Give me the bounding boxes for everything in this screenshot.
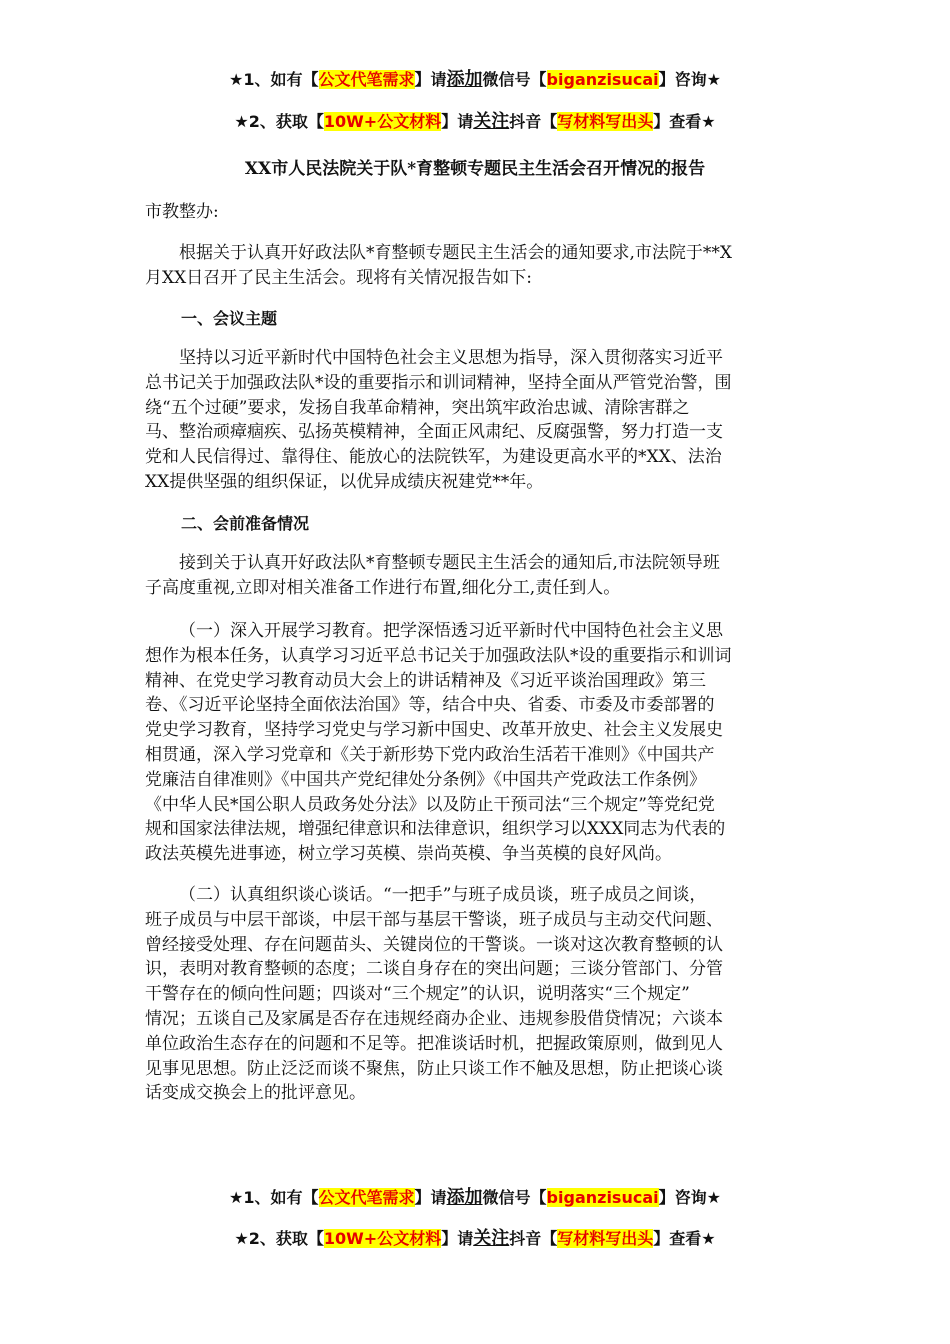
promo-banner-line-1 xyxy=(0,68,950,92)
paragraph-line: 马、整治顽瘴痼疾、弘扬英模精神，全面正风肃纪、反腐强警，努力打造一支 xyxy=(145,422,723,443)
paragraph-line: 单位政治生态存在的问题和不足等。把准谈话时机，把握政策原则，做到见人 xyxy=(145,1033,723,1054)
paragraph-line: 政法英模先进事迹，树立学习英模、崇尚英模、争当英模的良好风尚。 xyxy=(145,844,672,865)
wechat-id: biganzisucai xyxy=(546,1188,659,1207)
underlined-text: 添加 xyxy=(446,69,483,90)
paragraph-line: 月XX日召开了民主生活会。现将有关情况报告如下: xyxy=(145,267,532,288)
paragraph-line: 曾经接受处理、存在问题苗头、关键岗位的干警谈。一谈对这次教育整顿的认 xyxy=(145,934,723,955)
section-1-paragraph xyxy=(145,346,807,495)
banner-text: 】请 xyxy=(441,1229,474,1248)
paragraph-line: XX提供坚强的组织保证，以优异成绩庆祝建党**年。 xyxy=(145,471,544,492)
paragraph-line: 情况；五谈自己及家属是否存在违规经商办企业、违规参股借贷情况；六谈本 xyxy=(145,1008,723,1029)
paragraph-line: 总书记关于加强政法队*设的重要指示和训词精神，坚持全面从严管党治警，围 xyxy=(145,372,732,393)
banner-text: 】咨询★ xyxy=(658,1188,721,1207)
paragraph-line: 相贯通，深入学习党章和《关于新形势下党内政治生活若干准则》《中国共产 xyxy=(145,744,715,765)
promo-banner-line-1-bottom xyxy=(0,1186,950,1210)
document-title: XX市人民法院关于队*育整顿专题民主生活会召开情况的报告 xyxy=(244,159,706,179)
paragraph-line: 卷、《习近平论坚持全面依法治国》等，结合中央、省委、市委及市委部署的 xyxy=(145,695,715,716)
paragraph-line: 班子成员与中层干部谈，中层干部与基层干警谈，班子成员与主动交代问题、 xyxy=(145,909,723,930)
highlight-text: 10W+公文材料 xyxy=(323,112,442,131)
item-2-paragraph xyxy=(145,883,807,1106)
paragraph-line: 识，表明对教育整顿的态度；二谈自身存在的突出问题；三谈分管部门、分管 xyxy=(145,959,723,980)
banner-text: 】查看★ xyxy=(653,112,716,131)
paragraph-line: 子高度重视,立即对相关准备工作进行布置,细化分工,责任到人。 xyxy=(145,577,621,598)
underlined-text: 关注 xyxy=(473,111,510,132)
paragraph-line: （二）认真组织谈心谈话。“一把手”与班子成员谈，班子成员之间谈， xyxy=(179,885,707,905)
paragraph-line: 见事见思想。防止泛泛而谈不聚焦，防止只谈工作不触及思想，防止把谈心谈 xyxy=(145,1058,723,1079)
intro-paragraph xyxy=(145,241,807,291)
section-2-intro-paragraph xyxy=(145,551,807,601)
douyin-account: 写材料写出头 xyxy=(557,1229,654,1248)
paragraph-line: 话变成交换会上的批评意见。 xyxy=(145,1083,366,1104)
item-1-paragraph xyxy=(145,619,807,867)
paragraph-line: 根据关于认真开好政法队*育整顿专题民主生活会的通知要求,市法院于**X xyxy=(179,243,733,263)
promo-banner-line-2 xyxy=(0,110,950,134)
banner-text: ★1、如有【 xyxy=(229,70,319,89)
highlight-text: 10W+公文材料 xyxy=(323,1229,442,1248)
addressee: 市教整办: xyxy=(145,202,219,222)
paragraph-line: 规和国家法律法规，增强纪律意识和法律意识，组织学习以XXX同志为代表的 xyxy=(145,819,726,840)
paragraph-line: 党和人民信得过、靠得住、能放心的法院铁军，为建设更高水平的*XX、法治 xyxy=(145,447,722,468)
section-heading-1: 一、会议主题 xyxy=(181,309,278,328)
banner-text: ★2、获取【 xyxy=(234,1229,324,1248)
paragraph-line: （一）深入开展学习教育。把学深悟透习近平新时代中国特色社会主义思 xyxy=(179,621,723,641)
paragraph-line: 坚持以习近平新时代中国特色社会主义思想为指导，深入贯彻落实习近平 xyxy=(179,348,723,368)
section-heading-2: 二、会前准备情况 xyxy=(181,514,310,533)
underlined-text: 关注 xyxy=(473,1228,510,1249)
banner-text: 抖音【 xyxy=(509,1229,558,1248)
douyin-account: 写材料写出头 xyxy=(557,112,654,131)
paragraph-line: 《中华人民*国公职人员政务处分法》以及防止干预司法“三个规定”等党纪党 xyxy=(145,794,715,815)
promo-banner-line-2-bottom xyxy=(0,1227,950,1251)
paragraph-line: 精神、在党史学习教育动员大会上的讲话精神及《习近平谈治国理政》第三 xyxy=(145,670,706,691)
paragraph-line: 接到关于认真开好政法队*育整顿专题民主生活会的通知后,市法院领导班 xyxy=(179,553,720,573)
banner-text: 】查看★ xyxy=(653,1229,716,1248)
banner-text: 】咨询★ xyxy=(658,70,721,89)
wechat-id: biganzisucai xyxy=(546,70,659,89)
banner-text: 】请 xyxy=(414,70,447,89)
banner-text: 】请 xyxy=(414,1188,447,1207)
highlight-text: 公文代笔需求 xyxy=(318,1188,415,1207)
banner-text: ★2、获取【 xyxy=(234,112,324,131)
highlight-text: 公文代笔需求 xyxy=(318,70,415,89)
banner-text: 】请 xyxy=(441,112,474,131)
banner-text: 微信号【 xyxy=(482,1188,547,1207)
paragraph-line: 干警存在的倾向性问题；四谈对“三个规定”的认识，说明落实“三个规定” xyxy=(145,984,690,1005)
paragraph-line: 党廉洁自律准则》《中国共产党纪律处分条例》《中国共产党政法工作条例》 xyxy=(145,769,706,790)
underlined-text: 添加 xyxy=(446,1187,483,1208)
paragraph-line: 党史学习教育，坚持学习党史与学习新中国史、改革开放史、社会主义发展史 xyxy=(145,720,723,741)
banner-text: 抖音【 xyxy=(509,112,558,131)
paragraph-line: 绕“五个过硬”要求，发扬自我革命精神，突出筑牢政治忠诚、清除害群之 xyxy=(145,397,690,418)
banner-text: 微信号【 xyxy=(482,70,547,89)
paragraph-line: 想作为根本任务，认真学习习近平总书记关于加强政法队*设的重要指示和训词 xyxy=(145,645,732,666)
banner-text: ★1、如有【 xyxy=(229,1188,319,1207)
